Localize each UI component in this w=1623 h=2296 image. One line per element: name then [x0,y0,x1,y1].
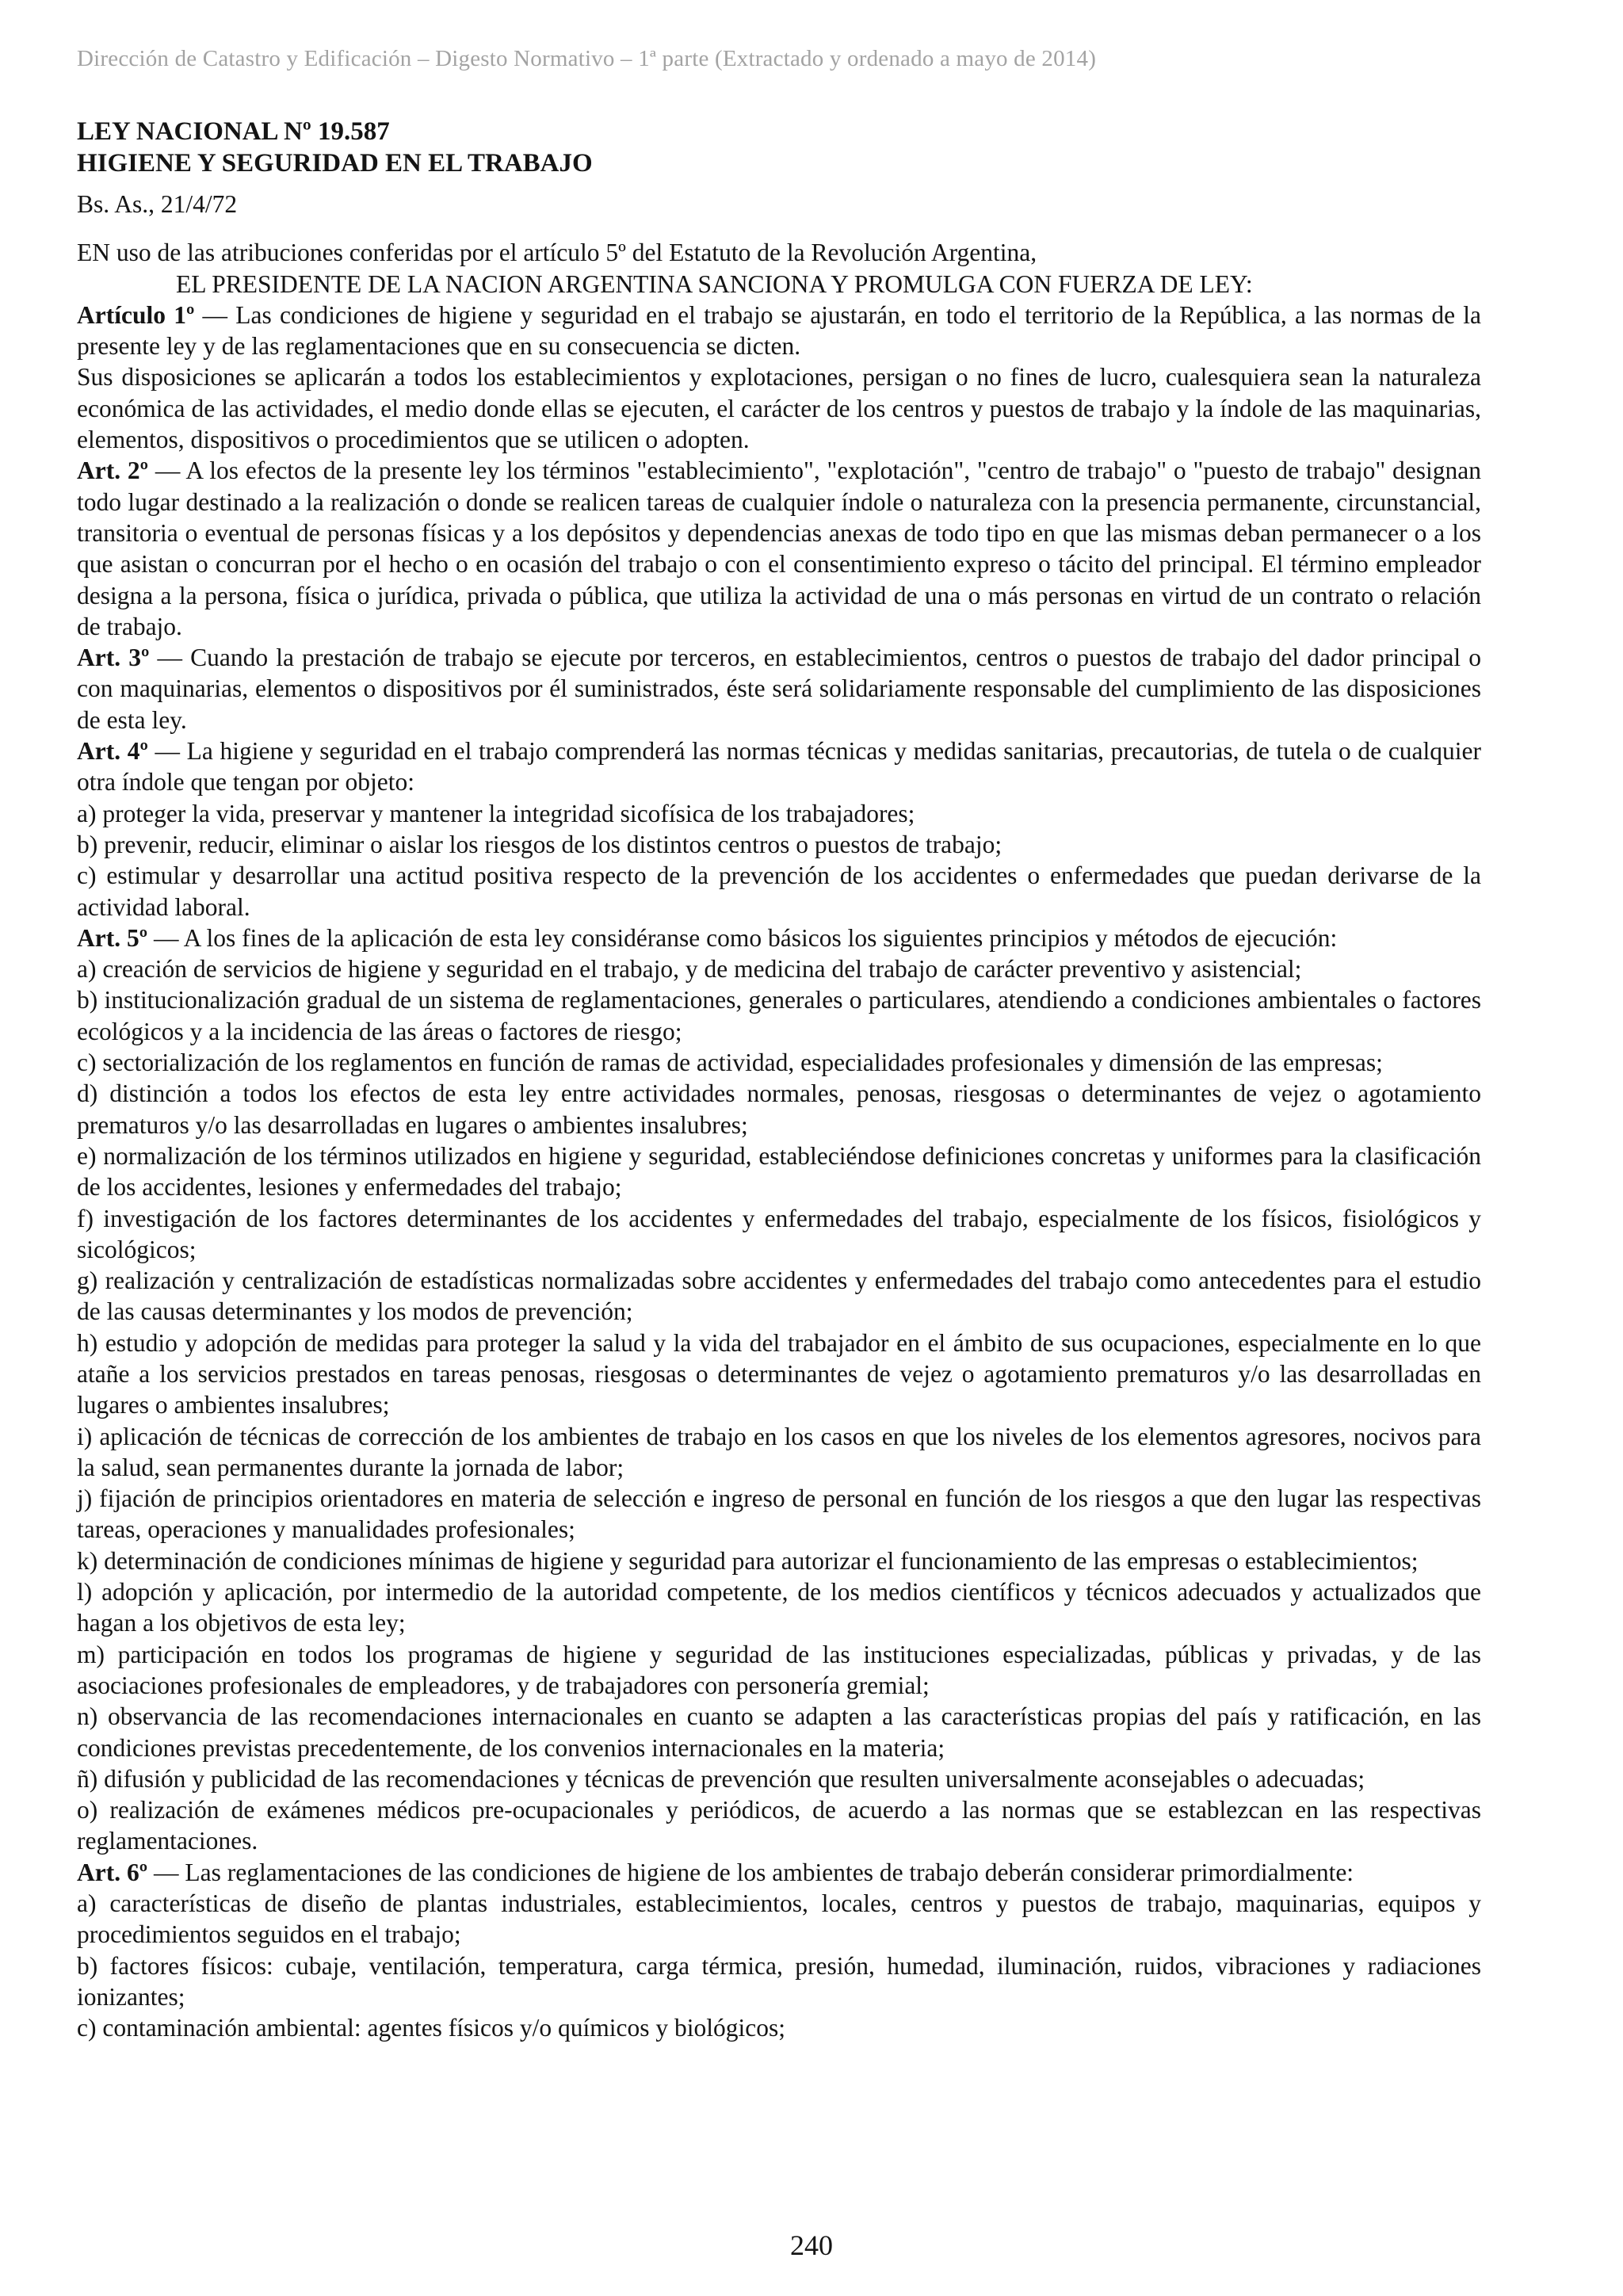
article-1-paragraph-2: Sus disposiciones se aplicarán a todos los establecimientos y explotaciones, persigan o no fines de lucro, cualesquiera sean la naturaleza económica de las actividades, el medio donde ellas se ejecuten, el carácter de los centros y puestos de trabajo y la índole de las maquinarias, elementos, dispositivos o procedimientos que se utilicen o adopten. [77,363,1481,454]
article-1-label: Artículo 1º [77,300,195,329]
list-item: c) contaminación ambiental: agentes físicos y/o químicos y biológicos; [77,2014,786,2042]
list-item: b) institucionalización gradual de un sistema de reglamentaciones, generales o particulares, atendiendo a condiciones ambientales o factores ecológicos y a la incidencia de las áreas o factores de riesgo; [77,986,1481,1045]
article-5-text: — A los fines de la aplicación de esta ley considéranse como básicos los siguientes principios y métodos de ejecución: [147,923,1338,952]
article-4-label: Art. 4º [77,737,148,766]
list-item: m) participación en todos los programas de higiene y seguridad de las instituciones especializadas, públicas y privadas, y de las asociaciones profesionales de empleadores, y de trabajadores con personería gremial; [77,1640,1481,1699]
article-5 [77,923,1481,953]
article-3 [77,642,1481,735]
list-item: d) distinción a todos los efectos de esta ley entre actividades normales, penosas, riesgosas o determinantes de vejez o agotamiento prematuros y/o las desarrolladas en lugares o ambientes insalubres; [77,1079,1481,1139]
article-3-text: — Cuando la prestación de trabajo se ejecute por terceros, en establecimientos, centros o puestos de trabajo del dador principal o con maquinarias, elementos o dispositivos por él suministrados, éste será solidariamente responsable del cumplimiento de las disposiciones de esta ley. [77,644,1481,734]
article-3-label: Art. 3º [77,644,150,672]
article-2-label: Art. 2º [77,457,149,485]
article-5-label: Art. 5º [77,923,148,952]
law-title: LEY NACIONAL Nº 19.587 [77,117,390,146]
list-item: l) adopción y aplicación, por intermedio de la autoridad competente, de los medios científicos y técnicos adecuados y actualizados que hagan a los objetivos de esta ley; [77,1578,1481,1637]
law-subtitle: HIGIENE Y SEGURIDAD EN EL TRABAJO [77,149,593,178]
decree-line: EL PRESIDENTE DE LA NACION ARGENTINA SANCIONA Y PROMULGA CON FUERZA DE LEY: [176,269,1253,298]
list-item: n) observancia de las recomendaciones internacionales en cuanto se adapten a las características propias del país y ratificación, en las condiciones previstas precedentemente, de los convenios internacionales en la materia; [77,1702,1481,1762]
list-item: a) características de diseño de plantas industriales, establecimientos, locales, centros y puestos de trabajo, maquinarias, equipos y procedimientos seguidos en el trabajo; [77,1889,1481,1949]
list-item: i) aplicación de técnicas de corrección de los ambientes de trabajo en los casos en que los niveles de los elementos agresores, nocivos para la salud, sean permanentes durante la jornada de labor; [77,1422,1481,1481]
article-4 [77,735,1481,798]
list-item: a) proteger la vida, preservar y mantener la integridad sicofísica de los trabajadores; [77,799,915,827]
list-item: f) investigación de los factores determinantes de los accidentes y enfermedades del trabajo, especialmente de los físicos, fisiológicos y sicológicos; [77,1204,1481,1263]
list-item: c) estimular y desarrollar una actitud positiva respecto de la prevención de los accidentes o enfermedades que puedan derivarse de la actividad laboral. [77,861,1481,921]
list-item: c) sectorialización de los reglamentos en función de ramas de actividad, especialidades profesionales y dimensión de las empresas; [77,1049,1383,1077]
running-header: Dirección de Catastro y Edificación – Digesto Normativo – 1ª parte (Extractado y ordenado a mayo de 2014) [77,46,1097,71]
list-item: o) realización de exámenes médicos pre-ocupacionales y periódicos, de acuerdo a las normas que se establezcan en las respectivas reglamentaciones. [77,1796,1481,1855]
article-4-text: — La higiene y seguridad en el trabajo comprenderá las normas técnicas y medidas sanitarias, precautorias, de tutela o de cualquier otra índole que tengan por objeto: [77,737,1481,797]
document-body [77,116,1481,2044]
article-2 [77,455,1481,642]
list-item: j) fijación de principios orientadores en materia de selección e ingreso de personal en función de los riesgos a que den lugar las respectivas tareas, operaciones y manualidades profesionales; [77,1484,1481,1544]
preamble: EN uso de las atribuciones conferidas por el artículo 5º del Estatuto de la Revolución Argentina, [77,239,1037,267]
article-1 [77,300,1481,362]
article-6-text: — Las reglamentaciones de las condiciones de higiene de los ambientes de trabajo deberán considerar primordialmente: [147,1858,1354,1886]
date-line: Bs. As., 21/4/72 [77,190,238,218]
article-1-text: — Las condiciones de higiene y seguridad en el trabajo se ajustarán, en todo el territorio de la República, a las normas de la presente ley y de las reglamentaciones que en su consecuencia se dicten. [77,300,1481,361]
list-item: b) factores físicos: cubaje, ventilación, temperatura, carga térmica, presión, humedad, iluminación, ruidos, vibraciones y radiaciones ionizantes; [77,1951,1481,2011]
list-item: h) estudio y adopción de medidas para proteger la salud y la vida del trabajador en el ámbito de sus ocupaciones, especialmente en lo que atañe a los servicios prestados en tareas penosas, riesgosas o determinantes de vejez o agotamiento prematuros y/o las desarrolladas en lugares o ambientes insalubres; [77,1328,1481,1419]
list-item: a) creación de servicios de higiene y seguridad en el trabajo, y de medicina del trabajo de carácter preventivo y asistencial; [77,955,1302,984]
list-item: ñ) difusión y publicidad de las recomendaciones y técnicas de prevención que resulten universalmente aconsejables o adecuadas; [77,1764,1365,1793]
list-item: e) normalización de los términos utilizados en higiene y seguridad, estableciéndose definiciones concretas y uniformes para la clasificación de los accidentes, lesiones y enfermedades del trabajo; [77,1141,1481,1201]
list-item: g) realización y centralización de estadísticas normalizadas sobre accidentes y enfermedades del trabajo como antecedentes para el estudio de las causas determinantes y los modos de prevención; [77,1266,1481,1326]
article-6-label: Art. 6º [77,1858,148,1886]
list-item: b) prevenir, reducir, eliminar o aislar los riesgos de los distintos centros o puestos de trabajo; [77,830,1002,858]
list-item: k) determinación de condiciones mínimas de higiene y seguridad para autorizar el funcionamiento de las empresas o establecimientos; [77,1546,1419,1575]
article-2-text: — A los efectos de la presente ley los términos "establecimiento", "explotación", "centro de trabajo" o "puesto de trabajo" designan todo lugar destinado a la realización o donde se realicen tareas de cualquier índole o naturaleza con la presencia permanente, circunstancial, transitoria o eventual de personas físicas y a los depósitos y dependencias anexas de todo tipo en que las mismas deban permanecer o a los que asistan o concurran por el hecho o en ocasión del trabajo o con el consentimiento expreso o tácito del principal. El término empleador designa a la persona, física o jurídica, privada o pública, que utiliza la actividad de una o más personas en virtud de un contrato o relación de trabajo. [77,457,1481,640]
page-number: 240 [790,2229,833,2261]
article-6 [77,1857,1481,1888]
